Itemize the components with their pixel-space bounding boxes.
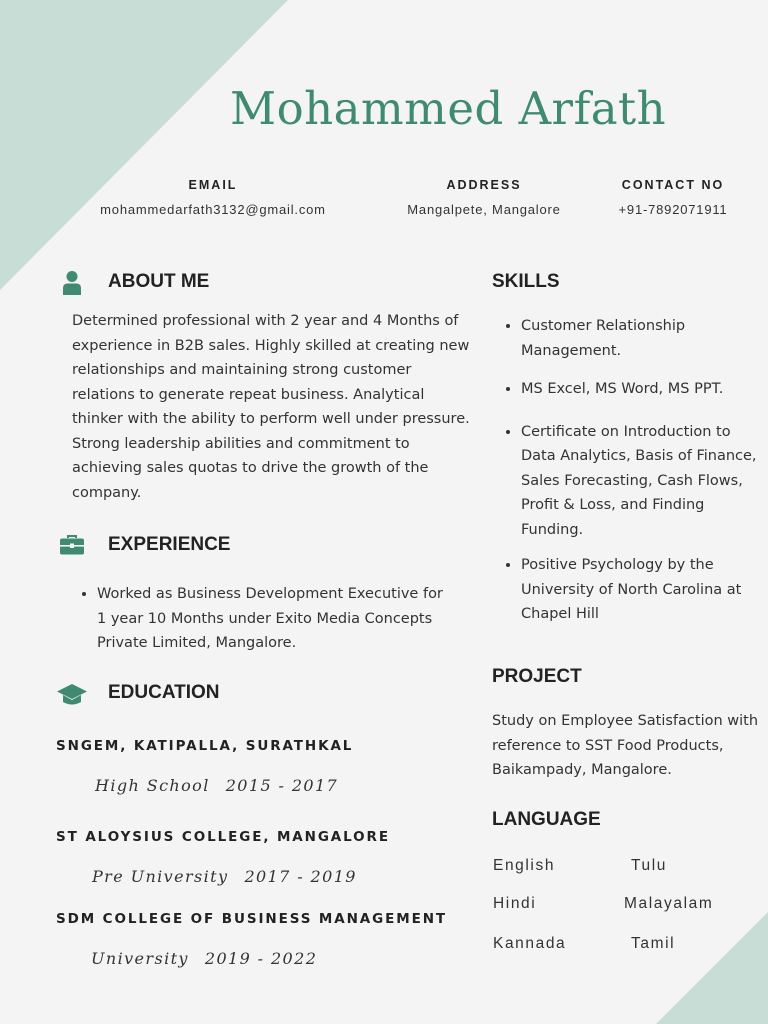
experience-heading: EXPERIENCE [108, 534, 231, 555]
education-years: 2019 - 2022 [204, 949, 318, 968]
education-level: High School [95, 776, 210, 795]
contact-phone-value: +91-7892071911 [618, 202, 728, 217]
education-detail [95, 776, 354, 795]
education-years: 2015 - 2017 [225, 776, 339, 795]
education-level: University [91, 949, 189, 968]
project-text: Study on Employee Satisfaction with reference to SST Food Products, Baikampady, Mangalore. [492, 713, 759, 778]
education-heading: EDUCATION [108, 682, 220, 703]
language-item: Tamil [631, 935, 676, 952]
contact-address-label: ADDRESS [446, 178, 522, 192]
education-level: Pre University [92, 867, 229, 886]
language-item: Tulu [631, 857, 667, 874]
decor-triangle-top-left [0, 0, 288, 290]
education-detail [92, 867, 373, 886]
contact-email-value: mohammedarfath3132@gmail.com [100, 202, 326, 217]
skill-item: • MS Excel, MS Word, MS PPT. [521, 377, 759, 402]
skill-item: • Certificate on Introduction to Data Analytics, Basis of Finance, Sales Forecasting, Cash Flows, Profit & Loss, and Finding Funding. [521, 420, 759, 543]
contact-address [392, 178, 576, 217]
resume-name: Mohammed Arfath [230, 82, 667, 135]
skill-item: • Positive Psychology by the University of North Carolina at Chapel Hill [521, 553, 759, 627]
education-years: 2017 - 2019 [244, 867, 357, 886]
contact-phone-label: CONTACT NO [621, 178, 725, 192]
graduation-cap-icon [56, 683, 88, 707]
contact-phone [612, 178, 734, 217]
contact-email-label: EMAIL [188, 178, 238, 192]
experience-list [73, 582, 453, 656]
contact-email [82, 178, 344, 217]
experience-item: • Worked as Business Development Executive for 1 year 10 Months under Exito Media Concepts Private Limited, Mangalore. [97, 582, 453, 656]
skill-item: • Customer Relationship Management. [521, 314, 759, 363]
decor-triangle-bottom-right [656, 912, 768, 1024]
education-school: ST ALOYSIUS COLLEGE, MANGALORE [56, 829, 390, 845]
about-text: Determined professional with 2 year and 4 Months of experience in B2B sales. Highly skilled at creating new relationships and maintaining strong customer relations to generate repeat business. Analytical thinker with the ability to perform well under pressure. Strong leadership abilities and commitment to achieving sales quotas to drive the growth of the company. [72, 313, 470, 501]
education-detail [91, 949, 333, 968]
language-item: English [493, 857, 556, 874]
education-school: SNGEM, KATIPALLA, SURATHKAL [56, 738, 354, 754]
education-school: SDM COLLEGE OF BUSINESS MANAGEMENT [56, 911, 448, 927]
language-item: Kannada [493, 935, 567, 952]
project-heading: PROJECT [492, 666, 582, 687]
skills-heading: SKILLS [492, 271, 560, 292]
language-item: Hindi [493, 895, 537, 912]
language-heading: LANGUAGE [492, 809, 601, 830]
person-icon [60, 270, 84, 296]
skills-list [497, 314, 759, 627]
language-item: Malayalam [624, 895, 714, 912]
briefcase-icon [59, 535, 85, 555]
contact-address-value: Mangalpete, Mangalore [407, 202, 561, 217]
about-heading: ABOUT ME [108, 271, 210, 292]
